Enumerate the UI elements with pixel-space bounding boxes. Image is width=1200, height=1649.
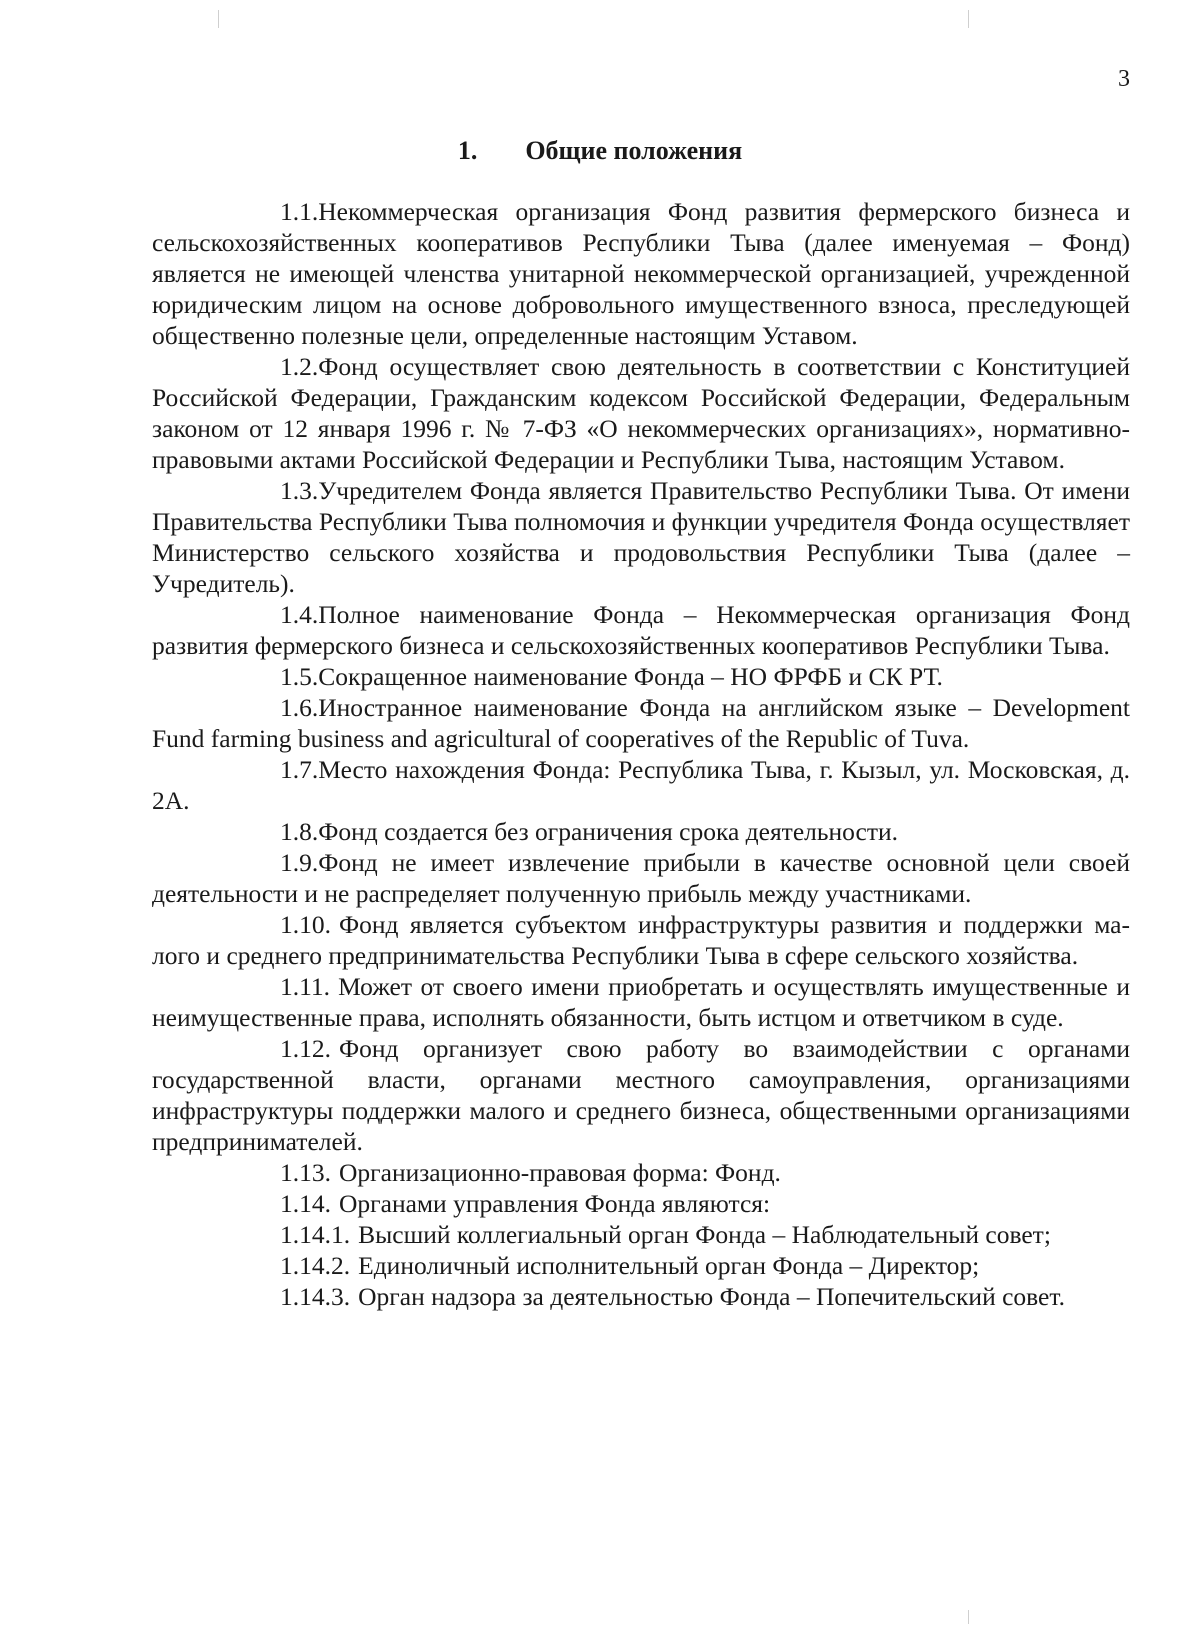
- paragraph-number: 1.8.: [280, 817, 319, 846]
- paragraph-1-14-3: [152, 1281, 1130, 1312]
- paragraph-text: Фонд организует свою работу во взаимодействии с органами государственной власти, органами местного самоуправления, организациями инфраструктуры поддержки малого и среднего бизнеса, общественными организациями предпринимателей.: [152, 1034, 1130, 1156]
- section-heading: Общие положения: [525, 136, 743, 165]
- paragraph-number: 1.6.: [280, 693, 319, 722]
- paragraph-number: 1.14.1.: [280, 1220, 351, 1249]
- paragraph-number: 1.5.: [280, 662, 319, 691]
- paragraph-1-10: [152, 909, 1130, 971]
- paragraph-text: Фонд не имеет извлечение прибыли в качестве основной цели своей деятельности и не распределяет полученную прибыль между участниками.: [152, 848, 1130, 908]
- paragraph-number: 1.7.: [280, 755, 319, 784]
- paragraph-1-13: [152, 1157, 1130, 1188]
- scan-edge-mark: [218, 10, 219, 28]
- paragraph-1-11: [152, 971, 1130, 1033]
- section-number: 1.: [457, 136, 478, 165]
- paragraph-number: 1.14.: [280, 1189, 331, 1218]
- paragraph-number: 1.14.2.: [280, 1251, 351, 1280]
- paragraph-text: Место нахождения Фонда: Республика Тыва, г. Кызыл, ул. Московская, д. 2А.: [152, 755, 1130, 815]
- paragraph-text: Учредителем Фонда является Правительство Республики Тыва. От имени Правительства Республики Тыва полномочия и функции учредителя Фонда осуществляет Министерство сельского хозяйства и продовольствия Республики Тыва (далее – Учредитель).: [152, 476, 1130, 598]
- paragraph-number: 1.1.: [280, 197, 319, 226]
- paragraph-number: 1.14.3.: [280, 1282, 351, 1311]
- paragraph-number: 1.9.: [280, 848, 319, 877]
- paragraph-text: Сокращенное наименование Фонда – НО ФРФБ и СК РТ.: [318, 662, 943, 691]
- paragraph-text: Организационно-правовая форма: Фонд.: [339, 1158, 781, 1187]
- paragraph-1-2: [152, 351, 1130, 475]
- paragraph-1-14: [152, 1188, 1130, 1219]
- paragraph-text: Высший коллегиальный орган Фонда – Наблюдательный совет;: [358, 1220, 1051, 1249]
- paragraph-number: 1.13.: [280, 1158, 331, 1187]
- paragraph-text: Фонд создается без ограничения срока деятельности.: [318, 817, 899, 846]
- section-title: [0, 136, 1200, 166]
- scan-edge-mark: [968, 1610, 969, 1624]
- paragraph-text: Орган надзора за деятельностью Фонда – Попечительский совет.: [358, 1282, 1065, 1311]
- paragraph-number: 1.12.: [280, 1034, 331, 1063]
- paragraph-1-6: [152, 692, 1130, 754]
- paragraph-text: Органами управления Фонда являются:: [339, 1189, 771, 1218]
- paragraph-1-9: [152, 847, 1130, 909]
- paragraph-number: 1.11.: [280, 972, 331, 1001]
- paragraph-number: 1.4.: [280, 600, 319, 629]
- paragraph-1-14-1: [152, 1219, 1130, 1250]
- paragraph-1-8: [152, 816, 1130, 847]
- paragraph-text: Может от своего имени приобретать и осуществлять имущественные и неимущественные права, исполнять обязанности, быть истцом и ответчиком в суде.: [152, 972, 1130, 1032]
- paragraph-1-3: [152, 475, 1130, 599]
- page-number: 3: [1118, 66, 1130, 92]
- paragraph-text: Иностранное наименование Фонда на английском языке – Development Fund farming business and agricultural of cooperatives of the Republic of Tuva.: [152, 693, 1130, 753]
- paragraph-1-1: [152, 196, 1130, 351]
- paragraph-text: Фонд является субъектом инфраструктуры развития и поддержки малого и среднего предпринимательства Республики Тыва в сфере сельского хозяйства.: [152, 910, 1130, 970]
- scan-edge-mark: [968, 10, 969, 28]
- paragraph-1-14-2: [152, 1250, 1130, 1281]
- paragraph-text: Полное наименование Фонда – Некоммерческая организация Фонд развития фермерского бизнеса и сельскохозяйственных кооперативов Республики Тыва.: [152, 600, 1130, 660]
- paragraph-1-5: [152, 661, 1130, 692]
- document-body: [152, 196, 1130, 1312]
- paragraph-number: 1.10.: [280, 910, 331, 939]
- paragraph-1-12: [152, 1033, 1130, 1157]
- paragraph-text: Единоличный исполнительный орган Фонда – Директор;: [358, 1251, 980, 1280]
- paragraph-text: Фонд осуществляет свою деятельность в соответствии с Конституцией Российской Федерации, Гражданским кодексом Российской Федерации, Федеральным законом от 12 января 1996 г. № 7-ФЗ «О некоммерческих организациях», нормативно-правовыми актами Российской Федерации и Республики Тыва, настоящим Уставом.: [152, 352, 1130, 474]
- paragraph-number: 1.3.: [280, 476, 319, 505]
- paragraph-number: 1.2.: [280, 352, 319, 381]
- paragraph-text: Некоммерческая организация Фонд развития фермерского бизнеса и сельскохозяйственных кооперативов Республики Тыва (далее именуемая – Фонд) является не имеющей членства унитарной некоммерческой организацией, учрежденной юридическим лицом на основе добровольного имущественного взноса, преследующей общественно полезные цели, определенные настоящим Уставом.: [152, 197, 1130, 350]
- paragraph-1-4: [152, 599, 1130, 661]
- paragraph-1-7: [152, 754, 1130, 816]
